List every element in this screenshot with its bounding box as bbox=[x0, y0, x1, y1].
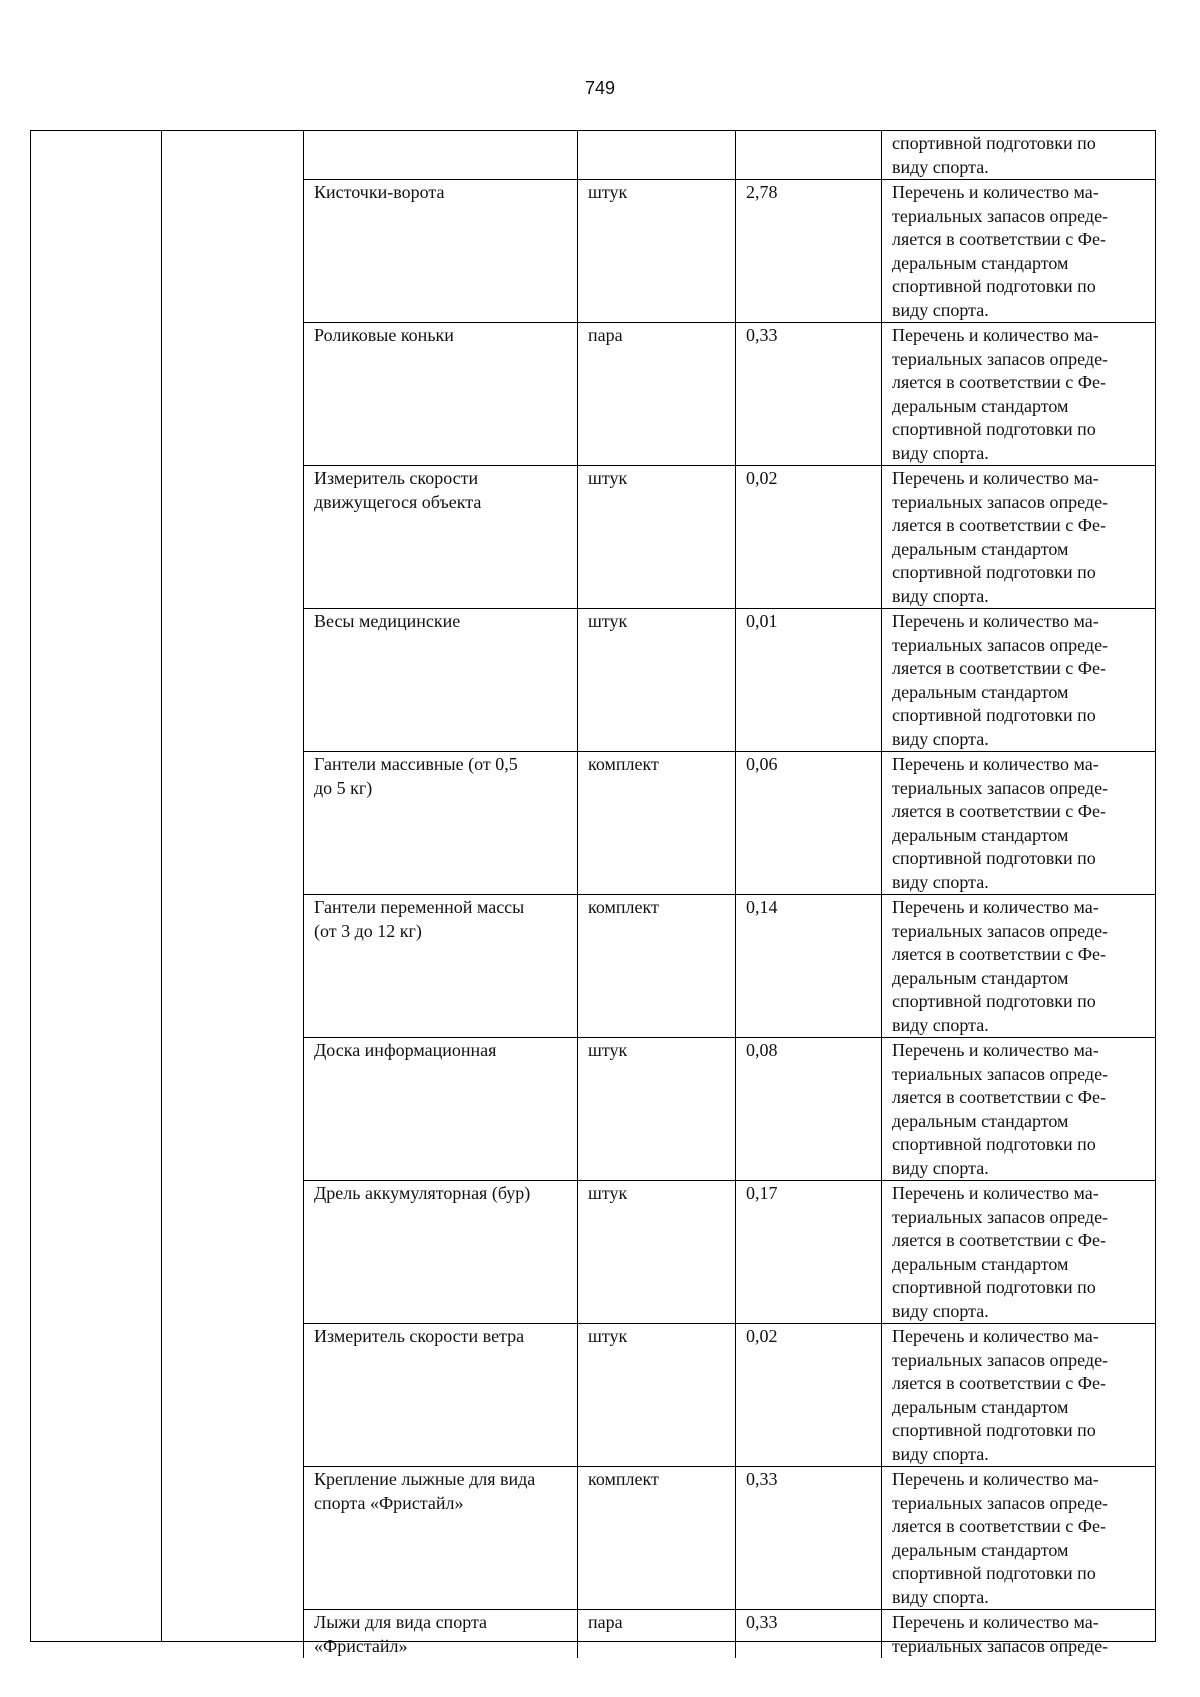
unit-cell: штук bbox=[578, 609, 736, 752]
unit-cell: комплект bbox=[578, 1467, 736, 1610]
name-cell bbox=[304, 323, 578, 466]
note-line: спортивной подготовки по bbox=[892, 848, 1096, 868]
note-cell bbox=[882, 323, 1156, 466]
note-line: деральным стандартом bbox=[892, 681, 1069, 702]
note-line: Перечень и количество ма- bbox=[892, 754, 1099, 774]
note-cell bbox=[882, 180, 1156, 323]
note-line: ляется в соответствии с Фе- bbox=[892, 658, 1107, 678]
name-cell bbox=[304, 1038, 578, 1181]
name-line: спорта «Фристайл» bbox=[314, 1492, 464, 1513]
table-row bbox=[304, 1038, 1156, 1181]
table-row bbox=[304, 1324, 1156, 1467]
note-line: деральным стандартом bbox=[892, 538, 1069, 559]
note-line: спортивной подготовки по bbox=[892, 562, 1096, 582]
note-line: виду спорта. bbox=[892, 1157, 989, 1178]
name-cell bbox=[304, 752, 578, 895]
name-cell bbox=[304, 131, 578, 180]
note-line: териальных запасов опреде- bbox=[892, 777, 1109, 798]
note-line: Перечень и количество ма- bbox=[892, 1612, 1099, 1632]
name-cell bbox=[304, 1181, 578, 1324]
note-line: виду спорта. bbox=[892, 1586, 989, 1607]
note-line: виду спорта. bbox=[892, 156, 989, 177]
note-line: деральным стандартом bbox=[892, 1110, 1069, 1131]
note-line: спортивной подготовки по bbox=[892, 705, 1096, 725]
note-line: ляется в соответствии с Фе- bbox=[892, 801, 1107, 821]
note-line: ляется в соответствии с Фе- bbox=[892, 372, 1107, 392]
name-line: «Фристайл» bbox=[314, 1635, 408, 1656]
note-line: виду спорта. bbox=[892, 1300, 989, 1321]
note-line: териальных запасов опреде- bbox=[892, 491, 1109, 512]
note-line: Перечень и количество ма- bbox=[892, 468, 1099, 488]
note-line: виду спорта. bbox=[892, 728, 989, 749]
note-line: виду спорта. bbox=[892, 1443, 989, 1464]
note-line: териальных запасов опреде- bbox=[892, 920, 1109, 941]
note-cell bbox=[882, 1324, 1156, 1467]
name-cell bbox=[304, 895, 578, 1038]
table-row bbox=[304, 1181, 1156, 1324]
note-line: Перечень и количество ма- bbox=[892, 897, 1099, 917]
note-line: виду спорта. bbox=[892, 585, 989, 606]
note-line: Перечень и количество ма- bbox=[892, 1326, 1099, 1346]
note-line: спортивной подготовки по bbox=[892, 419, 1096, 439]
unit-cell: штук bbox=[578, 466, 736, 609]
name-line: Весы медицинские bbox=[314, 611, 461, 631]
name-line: Роликовые коньки bbox=[314, 325, 454, 345]
quantity-cell: 0,01 bbox=[736, 609, 882, 752]
quantity-cell: 0,33 bbox=[736, 323, 882, 466]
unit-cell: штук bbox=[578, 1324, 736, 1467]
name-cell bbox=[304, 180, 578, 323]
note-line: териальных запасов опреде- bbox=[892, 1206, 1109, 1227]
quantity-cell: 0,14 bbox=[736, 895, 882, 1038]
note-line: спортивной подготовки по bbox=[892, 276, 1096, 296]
note-line: ляется в соответствии с Фе- bbox=[892, 1373, 1107, 1393]
note-line: Перечень и количество ма- bbox=[892, 1040, 1099, 1060]
note-line: териальных запасов опреде- bbox=[892, 1635, 1109, 1656]
quantity-cell bbox=[736, 131, 882, 180]
note-cell bbox=[882, 609, 1156, 752]
name-line: Крепление лыжные для вида bbox=[314, 1469, 536, 1489]
name-cell bbox=[304, 609, 578, 752]
note-line: Перечень и количество ма- bbox=[892, 1469, 1099, 1489]
note-line: спортивной подготовки по bbox=[892, 1277, 1096, 1297]
note-cell bbox=[882, 895, 1156, 1038]
name-cell bbox=[304, 466, 578, 609]
unit-cell: пара bbox=[578, 1610, 736, 1659]
quantity-cell: 0,33 bbox=[736, 1610, 882, 1659]
note-line: териальных запасов опреде- bbox=[892, 205, 1109, 226]
equipment-grid bbox=[303, 131, 1156, 1658]
page-number: 749 bbox=[584, 78, 616, 98]
name-line: (от 3 до 12 кг) bbox=[314, 920, 422, 941]
unit-cell: комплект bbox=[578, 895, 736, 1038]
note-line: спортивной подготовки по bbox=[892, 1563, 1096, 1583]
quantity-cell: 0,02 bbox=[736, 466, 882, 609]
quantity-cell: 0,06 bbox=[736, 752, 882, 895]
note-line: Перечень и количество ма- bbox=[892, 1183, 1099, 1203]
note-line: спортивной подготовки по bbox=[892, 1420, 1096, 1440]
note-line: териальных запасов опреде- bbox=[892, 348, 1109, 369]
name-line: Дрель аккумуляторная (бур) bbox=[314, 1183, 531, 1203]
quantity-cell: 0,33 bbox=[736, 1467, 882, 1610]
quantity-cell: 0,17 bbox=[736, 1181, 882, 1324]
note-line: ляется в соответствии с Фе- bbox=[892, 944, 1107, 964]
note-line: териальных запасов опреде- bbox=[892, 1349, 1109, 1370]
note-line: деральным стандартом bbox=[892, 824, 1069, 845]
note-line: териальных запасов опреде- bbox=[892, 1063, 1109, 1084]
table-row bbox=[304, 895, 1156, 1038]
note-line: спортивной подготовки по bbox=[892, 1134, 1096, 1154]
note-line: виду спорта. bbox=[892, 299, 989, 320]
equipment-table bbox=[30, 130, 1156, 1656]
note-line: ляется в соответствии с Фе- bbox=[892, 1230, 1107, 1250]
note-cell bbox=[882, 1038, 1156, 1181]
table-row bbox=[304, 131, 1156, 180]
note-line: деральным стандартом bbox=[892, 1253, 1069, 1274]
quantity-cell: 0,02 bbox=[736, 1324, 882, 1467]
note-line: деральным стандартом bbox=[892, 1396, 1069, 1417]
note-cell bbox=[882, 466, 1156, 609]
unit-cell: пара bbox=[578, 323, 736, 466]
note-line: ляется в соответствии с Фе- bbox=[892, 515, 1107, 535]
quantity-cell: 2,78 bbox=[736, 180, 882, 323]
name-line: Доска информационная bbox=[314, 1040, 497, 1060]
unit-cell: штук bbox=[578, 180, 736, 323]
note-line: ляется в соответствии с Фе- bbox=[892, 1516, 1107, 1536]
note-line: ляется в соответствии с Фе- bbox=[892, 229, 1107, 249]
note-line: виду спорта. bbox=[892, 1014, 989, 1035]
note-line: Перечень и количество ма- bbox=[892, 611, 1099, 631]
note-cell bbox=[882, 1467, 1156, 1610]
name-cell bbox=[304, 1467, 578, 1610]
note-line: спортивной подготовки по bbox=[892, 133, 1096, 153]
name-line: Лыжи для вида спорта bbox=[314, 1612, 488, 1632]
name-line: движущегося объекта bbox=[314, 491, 482, 512]
name-line: Гантели переменной массы bbox=[314, 897, 525, 917]
table-row bbox=[304, 466, 1156, 609]
table-row bbox=[304, 1610, 1156, 1659]
note-line: виду спорта. bbox=[892, 442, 989, 463]
table-row bbox=[304, 609, 1156, 752]
note-cell bbox=[882, 1181, 1156, 1324]
note-line: териальных запасов опреде- bbox=[892, 634, 1109, 655]
note-line: деральным стандартом bbox=[892, 395, 1069, 416]
unit-cell: штук bbox=[578, 1038, 736, 1181]
note-line: спортивной подготовки по bbox=[892, 991, 1096, 1011]
table-row bbox=[304, 180, 1156, 323]
quantity-cell: 0,08 bbox=[736, 1038, 882, 1181]
name-line: Измеритель скорости bbox=[314, 468, 479, 488]
note-line: Перечень и количество ма- bbox=[892, 182, 1099, 202]
note-cell bbox=[882, 131, 1156, 180]
table-row bbox=[304, 323, 1156, 466]
note-line: ляется в соответствии с Фе- bbox=[892, 1087, 1107, 1107]
name-line: Измеритель скорости ветра bbox=[314, 1326, 525, 1346]
note-cell bbox=[882, 752, 1156, 895]
note-line: Перечень и количество ма- bbox=[892, 325, 1099, 345]
note-line: деральным стандартом bbox=[892, 252, 1069, 273]
table-row bbox=[304, 1467, 1156, 1610]
name-line: Кисточки-ворота bbox=[314, 182, 445, 202]
unit-cell: комплект bbox=[578, 752, 736, 895]
name-cell bbox=[304, 1610, 578, 1659]
note-line: териальных запасов опреде- bbox=[892, 1492, 1109, 1513]
unit-cell: штук bbox=[578, 1181, 736, 1324]
note-line: деральным стандартом bbox=[892, 1539, 1069, 1560]
unit-cell bbox=[578, 131, 736, 180]
name-line: до 5 кг) bbox=[314, 777, 373, 798]
column-divider bbox=[161, 131, 162, 1641]
table-row bbox=[304, 752, 1156, 895]
note-cell bbox=[882, 1610, 1156, 1659]
name-cell bbox=[304, 1324, 578, 1467]
note-line: деральным стандартом bbox=[892, 967, 1069, 988]
name-line: Гантели массивные (от 0,5 bbox=[314, 754, 518, 774]
note-line: виду спорта. bbox=[892, 871, 989, 892]
